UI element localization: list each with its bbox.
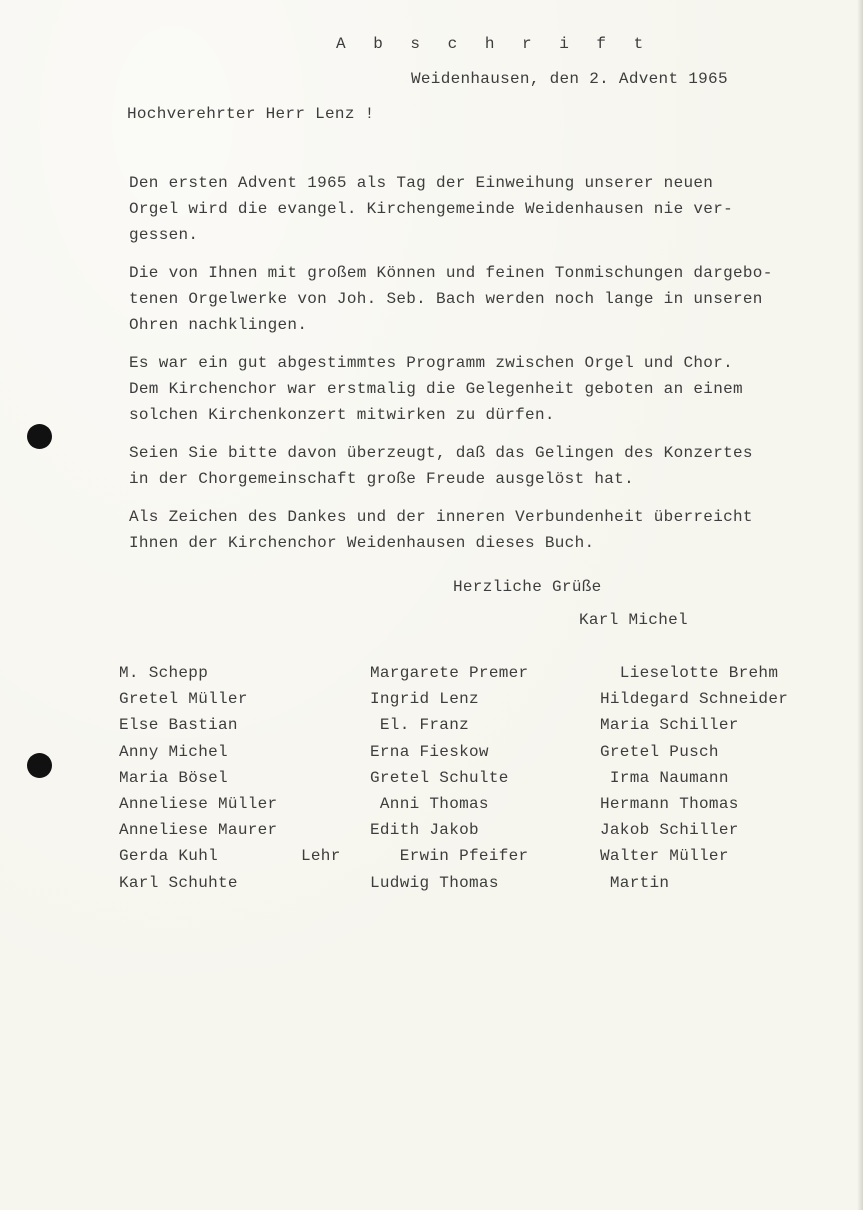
signatory-name: Walter Müller: [600, 847, 729, 866]
dateline: Weidenhausen, den 2. Advent 1965: [411, 70, 728, 88]
signatory-name: Irma Naumann: [600, 768, 729, 787]
signatory-name: Erna Fieskow: [370, 742, 489, 761]
signatory-name: M. Schepp: [119, 664, 209, 682]
paragraph: Die von Ihnen mit großem Können und feinen Tonmischungen dargebo- tenen Orgelwerke von Joh. Seb. Bach werden noch lange in unseren Ohren nachklingen.: [129, 264, 773, 334]
signatory-column-1: [119, 660, 277, 896]
paragraph: Es war ein gut abgestimmtes Programm zwischen Orgel und Chor. Dem Kirchenchor war erstmalig die Gelegenheit geboten an einem solchen Kirchenkonzert mitwirken zu dürfen.: [129, 354, 743, 424]
punch-hole-bottom: [27, 753, 52, 778]
signatory-name: Ingrid Lenz: [370, 690, 479, 709]
signatory-name: Jakob Schiller: [600, 821, 739, 840]
signatory-name: Karl Schuhte: [119, 873, 238, 892]
signatory-name: Anneliese Maurer: [119, 821, 278, 840]
signatory-name: El. Franz: [370, 716, 470, 735]
signatory-name: Lieselotte Brehm: [600, 664, 779, 682]
salutation: Hochverehrter Herr Lenz !: [127, 105, 375, 123]
signatory-column-2: [370, 660, 528, 896]
signatory-name: Ludwig Thomas: [370, 873, 499, 892]
letter-body: [129, 170, 829, 568]
signatory-name: Gerda Kuhl: [119, 847, 219, 866]
signatory-name: Erwin Pfeifer: [370, 847, 529, 866]
paragraph: Als Zeichen des Dankes und der inneren Verbundenheit überreicht Ihnen der Kirchenchor Weidenhausen dieses Buch.: [129, 508, 753, 552]
signatory-name: Gretel Schulte: [370, 768, 509, 787]
page-edge-shadow: [857, 0, 863, 1210]
signatory-name: Gretel Pusch: [600, 742, 719, 761]
signatory-name: Anni Thomas: [370, 794, 489, 813]
signatory-name: Hildegard Schneider: [600, 690, 789, 709]
document-heading: A b s c h r i f t: [336, 35, 653, 53]
signatory-name: Edith Jakob: [370, 821, 479, 840]
signatory-name: Hermann Thomas: [600, 794, 739, 813]
signatory-name: Maria Bösel: [119, 768, 228, 787]
signatory-name: Margarete Premer: [370, 664, 529, 682]
signatory-name: Anneliese Müller: [119, 794, 278, 813]
paragraph: Seien Sie bitte davon überzeugt, daß das Gelingen des Konzertes in der Chorgemeinschaft große Freude ausgelöst hat.: [129, 444, 753, 488]
signatory-name: Martin: [600, 873, 670, 892]
closing: Herzliche Grüße: [453, 578, 602, 596]
paragraph: Den ersten Advent 1965 als Tag der Einweihung unserer neuen Orgel wird die evangel. Kirchengemeinde Weidenhausen nie ver- gessen.: [129, 174, 733, 244]
signatory-column-3: [600, 660, 788, 896]
signature: Karl Michel: [579, 611, 688, 629]
signatory-name: Maria Schiller: [600, 716, 739, 735]
punch-hole-top: [27, 424, 52, 449]
signatory-name: Gretel Müller: [119, 690, 248, 709]
signatory-name: Anny Michel: [119, 742, 228, 761]
signatory-name: Lehr: [301, 847, 341, 865]
signatory-name: Else Bastian: [119, 716, 238, 735]
